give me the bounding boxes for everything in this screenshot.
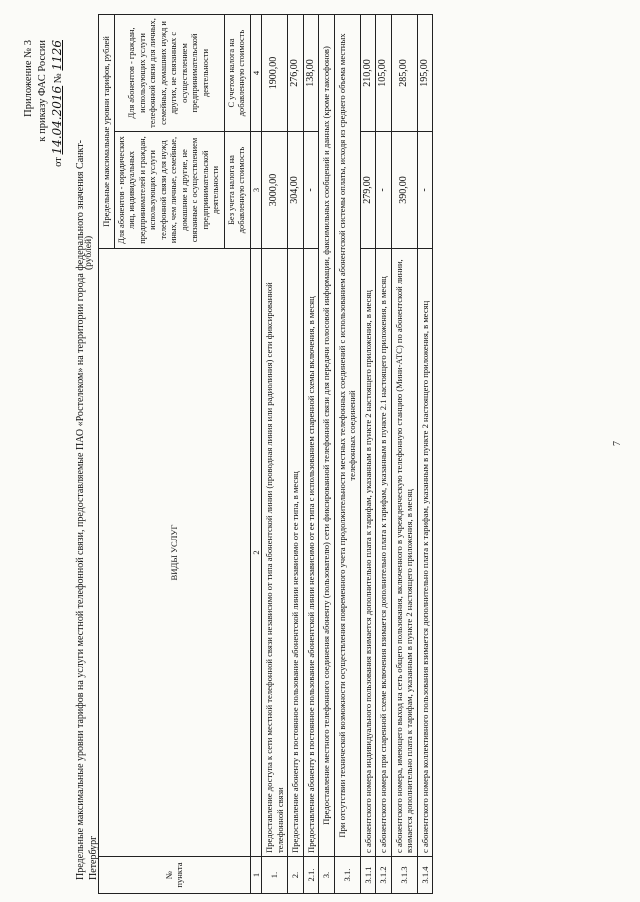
row-service-span: Предоставление местного телефонного соединения абоненту (пользователю) сети фиксированной телефонной связи для передачи голосовой информации, факсимильных сообщений и данных (кроме таксофонов)	[319, 15, 335, 857]
row-value-private: 285,00	[391, 15, 417, 132]
document-subtitle: (рублей)	[84, 235, 94, 270]
column-number: 1	[250, 857, 262, 894]
table-row-section	[334, 15, 360, 894]
row-value-legal: 279,00	[360, 132, 376, 249]
row-value-private: 210,00	[360, 15, 376, 132]
row-num: 2.	[288, 857, 304, 894]
row-service: Предоставление абоненту в постоянное пользование абонентской линии независимо от ее типа, в месяц	[288, 249, 304, 857]
table-row	[376, 15, 392, 894]
row-value-private: 105,00	[376, 15, 392, 132]
appendix-from: от	[53, 157, 64, 167]
row-value-legal: -	[303, 132, 319, 249]
row-num: 3.1.4	[417, 857, 433, 894]
column-number: 4	[250, 15, 262, 132]
table-row	[303, 15, 319, 894]
document-title: Предельные максимальные уровни тарифов на услуги местной телефонной связи, предоставляемые ПАО «Ростелеком» на территории города федерального значения Санкт-Петербург	[75, 140, 99, 880]
row-service: Предоставление доступа к сети местной телефонной связи независимо от типа абонентской линии (проводная линия или радиолиния) сети фиксированной телефонной связи	[262, 249, 288, 857]
row-service: Предоставление абоненту в постоянное пользование абонентской линии независимо от ее типа с использованием спаренной схемы включения, в месяц	[303, 249, 319, 857]
header-tariff-group: Предельные максимальные уровни тарифов, рублей	[99, 15, 115, 249]
page-mark: 7	[612, 441, 623, 446]
table-row	[288, 15, 304, 894]
appendix-number-label: №	[53, 73, 64, 84]
table-header-row	[99, 15, 115, 894]
table-row	[262, 15, 288, 894]
row-num: 1.	[262, 857, 288, 894]
header-col-private: Для абонентов - граждан, использующих услуги телефонной связи для личных, семейных, домашних нужд и других, не связанных с осуществлением предпринимательской деятельности	[114, 15, 224, 132]
column-number-row	[250, 15, 262, 894]
table-row	[417, 15, 433, 894]
row-service: с абонентского номера, имеющего выход на сеть общего пользования, включенного в учрежденческую телефонную станцию (Мини-АТС) по абонентской линии, взимается дополнительно плата к тарифам, указанным в пункте 2 настоящего приложения, в месяц	[391, 249, 417, 857]
appendix-header	[22, 40, 66, 167]
row-num: 3.1.2	[376, 857, 392, 894]
row-service: с абонентского номера коллективного пользования взимается дополнительно плата к тарифам, указанным в пункте 2 настоящего приложения, в месяц	[417, 249, 433, 857]
row-value-private: 195,00	[417, 15, 433, 132]
row-value-private: 276,00	[288, 15, 304, 132]
header-num: № пункта	[99, 857, 251, 894]
row-value-legal: -	[417, 132, 433, 249]
column-number: 2	[250, 249, 262, 857]
appendix-number: 1126	[50, 40, 64, 71]
appendix-line-1: Приложение № 3	[23, 40, 34, 117]
row-value-private: 138,00	[303, 15, 319, 132]
tariff-table	[98, 14, 433, 894]
header-with-vat: С учетом налога на добавленную стоимость	[224, 15, 250, 132]
row-value-legal: -	[376, 132, 392, 249]
appendix-line-2: к приказу ФАС России	[37, 40, 48, 142]
header-col-legal: Для абонентов - юридических лиц, индивидуальных предпринимателей и граждан, использующих услуги телефонной связи для нужд иных, чем личные, семейные, домашние и другие, не связанные с осуществлением предпринимательской деятельности	[114, 132, 224, 249]
row-num: 3.1.	[334, 857, 360, 894]
row-service: с абонентского номера индивидуального пользования взимается дополнительно плата к тарифам, указанным в пункте 2 настоящего приложения, в месяц	[360, 249, 376, 857]
row-num: 3.1.1	[360, 857, 376, 894]
row-num: 3.1.3	[391, 857, 417, 894]
row-value-private: 1900,00	[262, 15, 288, 132]
header-services: ВИДЫ УСЛУГ	[99, 249, 251, 857]
table-row-section	[319, 15, 335, 894]
row-num: 2.1.	[303, 857, 319, 894]
row-value-legal: 304,00	[288, 132, 304, 249]
appendix-date-line	[50, 40, 66, 167]
row-service-span: При отсутствии технической возможности осуществления повременного учета продолжительности местных телефонных соединений с использованием абонентской системы оплаты, исходя из среднего объема местных телефонных соединений	[334, 15, 360, 857]
row-service: с абонентского номера при спаренной схеме включения взимается дополнительно плата к тарифам, указанным в пункте 2.1 настоящего приложения, в месяц	[376, 249, 392, 857]
column-number: 3	[250, 132, 262, 249]
row-value-legal: 3000,00	[262, 132, 288, 249]
row-num: 3.	[319, 857, 335, 894]
table-row	[360, 15, 376, 894]
header-no-vat: Без учета налога на добавленную стоимость	[224, 132, 250, 249]
appendix-date: 14.04.2016	[50, 85, 64, 155]
table-row	[391, 15, 417, 894]
row-value-legal: 390,00	[391, 132, 417, 249]
